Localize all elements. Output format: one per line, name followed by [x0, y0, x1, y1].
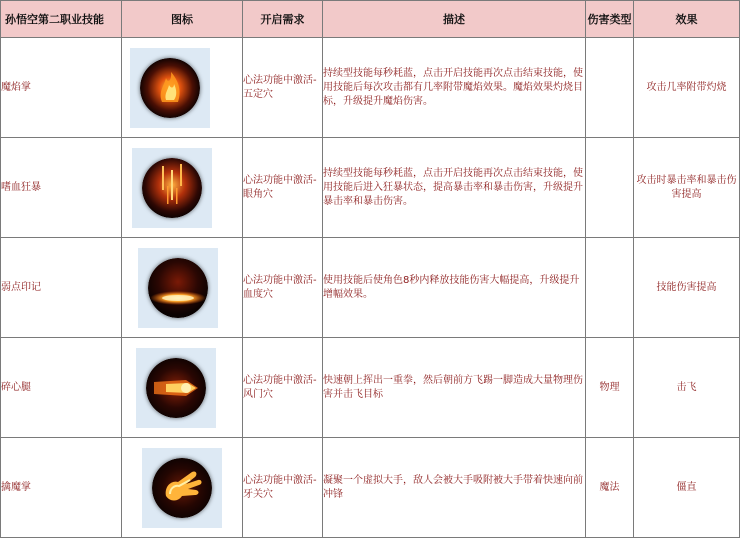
- effect-text: 击飞: [634, 338, 740, 438]
- demon-grab-palm-icon: [152, 458, 212, 518]
- header-damage-type: 伤害类型: [586, 1, 634, 38]
- requirement-text: 心法功能中激活-风门穴: [243, 338, 323, 438]
- effect-text: 攻击几率附带灼烧: [634, 38, 740, 138]
- skill-name: 碎心腿: [1, 338, 122, 438]
- header-description: 描述: [323, 1, 586, 38]
- effect-text: 技能伤害提高: [634, 238, 740, 338]
- header-effect: 效果: [634, 1, 740, 38]
- damage-type-text: 物理: [586, 338, 634, 438]
- blood-rage-icon: [142, 158, 202, 218]
- effect-text: 攻击时暴击率和暴击伤害提高: [634, 138, 740, 238]
- table-row: [1, 38, 740, 138]
- weakness-mark-icon: [148, 258, 208, 318]
- flame-palm-icon: [140, 58, 200, 118]
- header-skill: 孙悟空第二职业技能: [1, 1, 122, 38]
- description-text: 凝聚一个虚拟大手，敌人会被大手吸附被大手带着快速向前冲锋: [323, 438, 586, 538]
- requirement-text: 心法功能中激活-血度穴: [243, 238, 323, 338]
- description-text: 持续型技能每秒耗蓝，点击开启技能再次点击结束技能，使用技能后每次攻击都有几率附带魔焰效果。魔焰效果灼烧目标，升级提升魔焰伤害。: [323, 38, 586, 138]
- table-row: [1, 338, 740, 438]
- header-requirement: 开启需求: [243, 1, 323, 38]
- damage-type-text: [586, 238, 634, 338]
- table-header-row: [1, 1, 740, 38]
- requirement-text: 心法功能中激活-眼角穴: [243, 138, 323, 238]
- description-text: 持续型技能每秒耗蓝，点击开启技能再次点击结束技能，使用技能后进入狂暴状态，提高暴击率和暴击伤害，升级提升暴击率和暴击伤害。: [323, 138, 586, 238]
- skill-name: 擒魔掌: [1, 438, 122, 538]
- requirement-text: 心法功能中激活-牙关穴: [243, 438, 323, 538]
- damage-type-text: [586, 138, 634, 238]
- header-icon: 图标: [122, 1, 243, 38]
- description-text: 使用技能后使角色8秒内释放技能伤害大幅提高，升级提升增幅效果。: [323, 238, 586, 338]
- damage-type-text: 魔法: [586, 438, 634, 538]
- table-row: [1, 138, 740, 238]
- effect-text: 僵直: [634, 438, 740, 538]
- requirement-text: 心法功能中激活-五定穴: [243, 38, 323, 138]
- heart-crush-kick-icon: [146, 358, 206, 418]
- table-row: [1, 438, 740, 538]
- damage-type-text: [586, 38, 634, 138]
- skill-name: 嗜血狂暴: [1, 138, 122, 238]
- skill-name: 魔焰掌: [1, 38, 122, 138]
- skill-name: 弱点印记: [1, 238, 122, 338]
- table-row: [1, 238, 740, 338]
- description-text: 快速朝上挥出一重拳，然后朝前方飞踢一脚造成大量物理伤害并击飞目标: [323, 338, 586, 438]
